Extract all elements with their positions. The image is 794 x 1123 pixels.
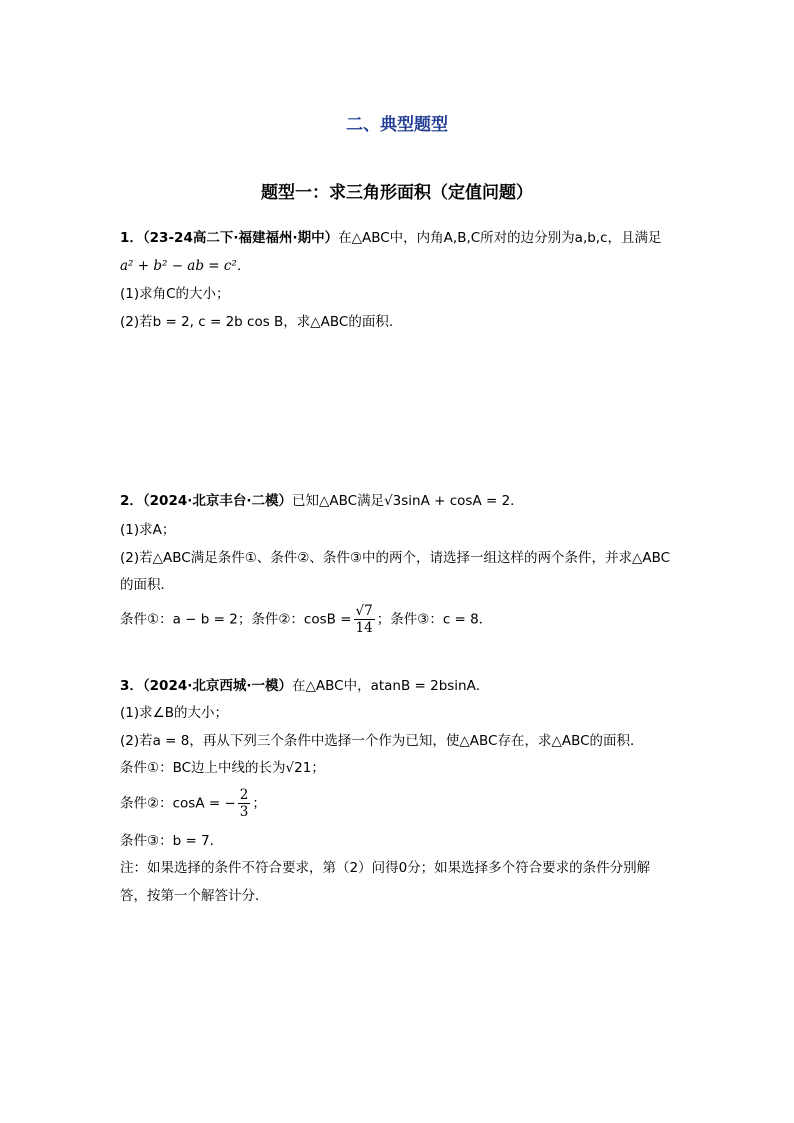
fraction-numerator: √7 (355, 603, 373, 619)
problem-3-condition-2 (120, 787, 266, 820)
problem-2-conditions (120, 603, 492, 636)
problem-1-stem (120, 228, 662, 248)
problem-3-condition-3: 条件③：b = 7． (120, 833, 224, 849)
fraction-denominator: 3 (239, 804, 249, 820)
problem-source: （2024·北京西城·一模） (142, 678, 292, 694)
problem-1-equation: a² + b² − ab = c²． (120, 258, 251, 274)
problem-2-question-2: (2)若△ABC满足条件①、条件②、条件③中的两个，请选择一组这样的两个条件，并求△ABC (120, 550, 671, 566)
problem-number: 3． (120, 678, 143, 694)
problem-2-question-2-cont: 的面积． (120, 577, 174, 593)
problem-number: 2． (120, 493, 143, 509)
problem-1-question-2: (2)若b = 2, c = 2b cos B，求△ABC的面积. (120, 314, 394, 330)
condition-text: ； (252, 795, 266, 812)
problem-text: 在△ABC中，内角A,B,C所对的边分别为a,b,c，且满足 (338, 230, 662, 246)
section-title: 二、典型题型 (346, 115, 448, 135)
problem-2-question-1: (1)求A； (120, 522, 176, 538)
problem-2-stem (120, 491, 524, 511)
problem-3-note: 注：如果选择的条件不符合要求，第（2）问得0分；如果选择多个符合要求的条件分别解 (120, 860, 651, 876)
fraction-denominator: 14 (355, 620, 373, 636)
problem-3-question-1: (1)求∠B的大小； (120, 705, 228, 721)
problem-3-note-cont: 答，按第一个解答计分． (120, 888, 269, 904)
problem-3-stem (120, 676, 489, 696)
problem-1-question-1: (1)求角C的大小； (120, 286, 230, 302)
fraction (354, 603, 375, 636)
problem-3-condition-1: 条件①：BC边上中线的长为√21； (120, 760, 325, 776)
fraction (238, 787, 251, 820)
problem-text: 已知△ABC满足√3sinA + cosA = 2． (292, 493, 524, 509)
problem-source: （23-24高二下·福建福州·期中） (142, 230, 339, 246)
problem-text: 在△ABC中，atanB = 2bsinA． (292, 678, 490, 694)
fraction-numerator: 2 (239, 787, 249, 803)
subsection-title: 题型一：求三角形面积（定值问题） (261, 183, 533, 203)
conditions-text: 条件①：a − b = 2；条件②：cosB = (120, 611, 352, 628)
problem-number: 1． (120, 230, 143, 246)
problem-source: （2024·北京丰台·二模） (142, 493, 292, 509)
condition-text: 条件②：cosA = − (120, 795, 236, 812)
conditions-text: ；条件③：c = 8． (376, 611, 493, 628)
problem-3-question-2: (2)若a = 8，再从下列三个条件中选择一个作为已知，使△ABC存在，求△ABC的面积． (120, 733, 644, 749)
